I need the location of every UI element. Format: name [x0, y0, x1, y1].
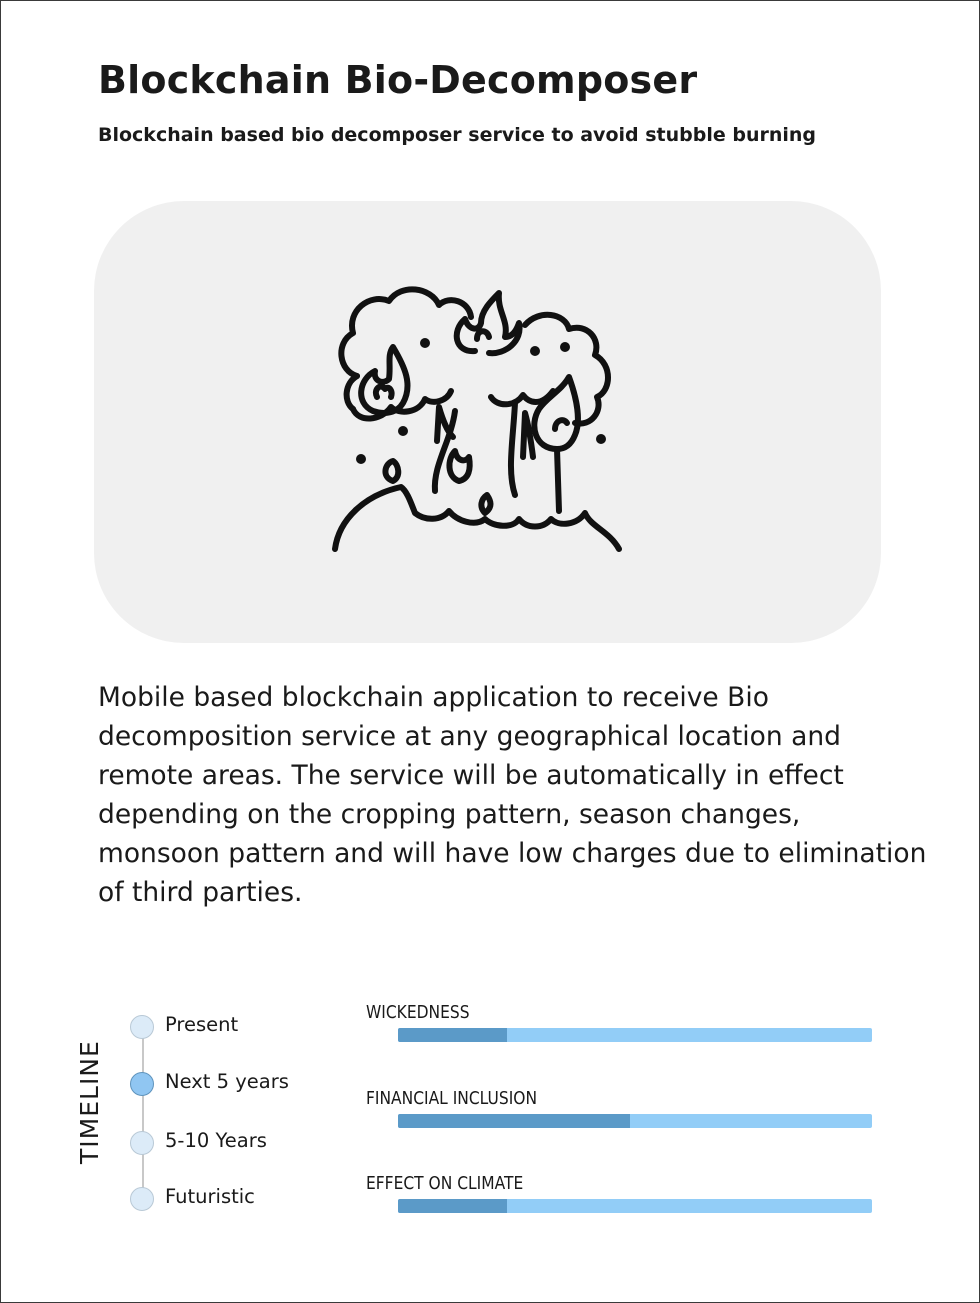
timeline-connector [142, 1026, 144, 1198]
metric-bar-fill [398, 1199, 507, 1213]
metric-label: EFFECT ON CLIMATE [366, 1173, 524, 1194]
timeline-dot [130, 1187, 154, 1211]
page-title: Blockchain Bio-Decomposer [98, 58, 698, 102]
timeline-item-label: 5-10 Years [165, 1129, 267, 1152]
metric-label: FINANCIAL INCLUSION [366, 1088, 538, 1109]
metric-bar-track [398, 1114, 872, 1128]
metric-bar-fill [398, 1028, 507, 1042]
metric-bar-track [398, 1199, 872, 1213]
metric-label: WICKEDNESS [366, 1002, 470, 1023]
timeline-dot [130, 1131, 154, 1155]
timeline-dot-active [130, 1072, 154, 1096]
timeline-label: TIMELINE [75, 1040, 104, 1164]
hero-image-panel [94, 201, 881, 643]
timeline-dot [130, 1015, 154, 1039]
page-subtitle: Blockchain based bio decomposer service to avoid stubble burning [98, 124, 817, 146]
description-paragraph: Mobile based blockchain application to receive Bio decomposition service at any geographical location and remote areas. The service will be automatically in effect depending on the cropping pattern, season changes, monsoon pattern and will have low charges due to elimination of third parties. [98, 682, 927, 908]
metric-bar-track [398, 1028, 872, 1042]
metric-bar-fill [398, 1114, 630, 1128]
timeline-item-label: Next 5 years [165, 1070, 289, 1093]
burning-trees-icon [329, 281, 629, 571]
timeline-item-label: Present [165, 1013, 239, 1036]
timeline-item-label: Futuristic [165, 1185, 255, 1208]
